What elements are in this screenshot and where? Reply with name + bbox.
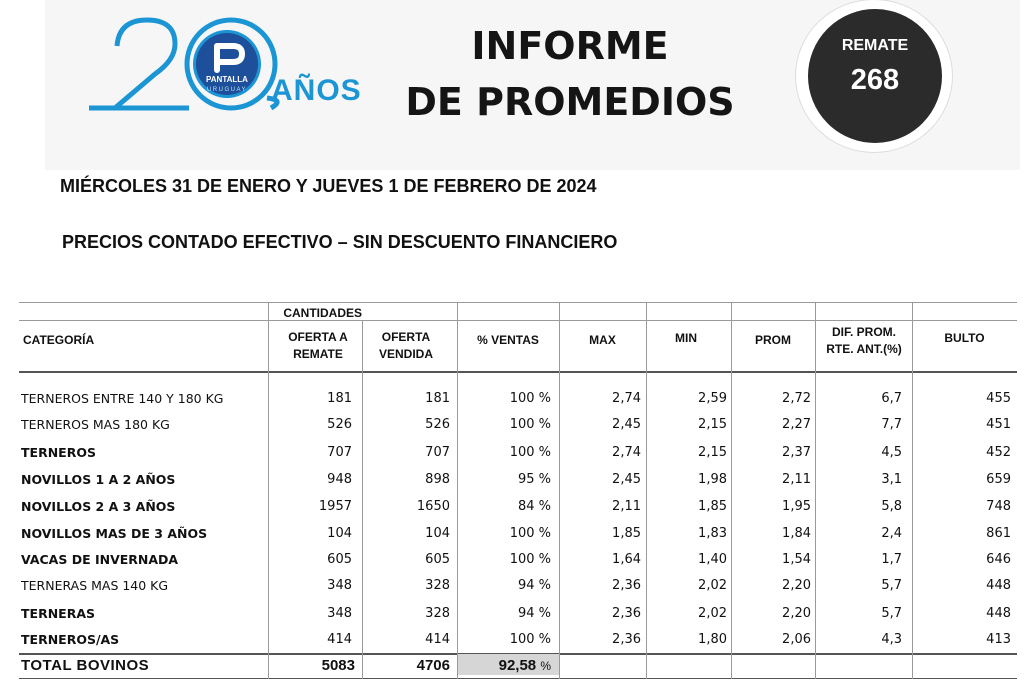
total-label: TOTAL BOVINOS (21, 657, 150, 674)
cell-prom: 1,54 (782, 552, 811, 567)
cell-max: 2,11 (612, 499, 641, 514)
cell-dif-prom: 4,3 (881, 632, 902, 647)
header-bottom-border (19, 371, 1017, 373)
cell-bulto: 451 (986, 417, 1011, 432)
cell-categoria: NOVILLOS 1 A 2 AÑOS (21, 472, 176, 487)
header-bulto: BULTO (944, 331, 985, 345)
header-dif-prom: DIF. PROM. RTE. ANT.(%) (826, 325, 902, 356)
table-bottom-border (19, 678, 1017, 679)
cell-dif-prom: 4,5 (881, 445, 902, 460)
cell-prom: 1,95 (782, 499, 811, 514)
cell-dif-prom: 3,1 (881, 472, 902, 487)
report-title-line-2: DE PROMEDIOS (405, 80, 735, 124)
total-ventas-unit: % (540, 659, 551, 673)
cell-max: 1,85 (612, 526, 641, 541)
cell-dif-prom: 7,7 (881, 417, 902, 432)
cell-min: 1,85 (698, 499, 727, 514)
cell-min: 2,02 (698, 578, 727, 593)
cell-dif-prom: 6,7 (881, 391, 902, 406)
cell-oferta-remate: 526 (327, 417, 352, 432)
cell-min: 2,59 (698, 391, 727, 406)
cell-min: 1,80 (698, 632, 727, 647)
pantalla-20-anos-logo (85, 8, 375, 126)
cell-categoria: TERNEROS ENTRE 140 Y 180 KG (21, 391, 224, 406)
cell-prom: 2,20 (782, 606, 811, 621)
cell-oferta-remate: 104 (327, 526, 352, 541)
header-prom: PROM (755, 333, 791, 347)
cell-max: 2,36 (612, 578, 641, 593)
cell-dif-prom: 5,8 (881, 499, 902, 514)
prices-note: PRECIOS CONTADO EFECTIVO – SIN DESCUENTO FINANCIERO (62, 232, 618, 252)
cell-ventas: 100 % (509, 391, 551, 406)
cell-oferta-vendida: 104 (425, 526, 450, 541)
cell-oferta-remate: 948 (327, 472, 352, 487)
header-max: MAX (589, 333, 616, 347)
total-ventas-value: 92,58 (498, 657, 537, 674)
cell-oferta-vendida: 605 (425, 552, 450, 567)
cell-oferta-remate: 1957 (318, 499, 352, 514)
cell-oferta-remate: 414 (327, 632, 352, 647)
cell-max: 2,74 (612, 391, 641, 406)
total-vendida: 4706 (416, 657, 450, 674)
header-oferta-vendida: OFERTA VENDIDA (378, 330, 433, 361)
averages-table (19, 302, 1017, 680)
remate-badge-number: 268 (850, 64, 900, 96)
cell-bulto: 448 (986, 578, 1011, 593)
cell-min: 2,15 (698, 417, 727, 432)
total-oferta: 5083 (321, 657, 355, 674)
cell-oferta-vendida: 328 (425, 606, 450, 621)
cell-categoria: NOVILLOS MAS DE 3 AÑOS (21, 526, 208, 541)
cell-max: 2,36 (612, 606, 641, 621)
cell-oferta-remate: 605 (327, 552, 352, 567)
report-title (400, 18, 740, 130)
cell-max: 2,74 (612, 445, 641, 460)
cell-ventas: 100 % (509, 552, 551, 567)
logo-brand-sub-text: URUGUAY (206, 87, 248, 93)
logo-anos-text: AÑOS (271, 74, 362, 107)
cell-prom: 2,20 (782, 578, 811, 593)
cell-bulto: 448 (986, 606, 1011, 621)
cell-max: 2,36 (612, 632, 641, 647)
cell-dif-prom: 5,7 (881, 578, 902, 593)
cell-categoria: TERNERAS MAS 140 KG (21, 578, 169, 593)
group-header-divider (19, 320, 1017, 321)
cell-prom: 2,37 (782, 445, 811, 460)
cell-min: 1,83 (698, 526, 727, 541)
cell-oferta-remate: 348 (327, 606, 352, 621)
cell-max: 2,45 (612, 472, 641, 487)
cell-oferta-vendida: 707 (425, 445, 450, 460)
cell-ventas: 100 % (509, 445, 551, 460)
cell-ventas: 100 % (509, 632, 551, 647)
cell-ventas: 100 % (509, 526, 551, 541)
auction-date: MIÉRCOLES 31 DE ENERO Y JUEVES 1 DE FEBRERO DE 2024 (60, 176, 597, 196)
cell-ventas: 95 % (517, 472, 551, 487)
cell-categoria: TERNEROS/AS (21, 632, 120, 647)
cell-categoria: TERNEROS (21, 445, 96, 460)
header-cantidades: CANTIDADES (283, 306, 362, 320)
total-ventas (458, 657, 551, 674)
cell-oferta-vendida: 1650 (416, 499, 450, 514)
header-oferta-remate: OFERTA A REMATE (288, 330, 348, 361)
cell-min: 2,02 (698, 606, 727, 621)
cell-ventas: 94 % (517, 578, 551, 593)
cell-oferta-remate: 707 (327, 445, 352, 460)
cell-oferta-vendida: 414 (425, 632, 450, 647)
cell-bulto: 659 (986, 472, 1011, 487)
logo-brand-text: PANTALLA (206, 75, 248, 84)
cell-bulto: 455 (986, 391, 1011, 406)
cell-prom: 2,27 (782, 417, 811, 432)
cell-min: 1,98 (698, 472, 727, 487)
report-title-line-1: INFORME (471, 24, 669, 68)
cell-dif-prom: 1,7 (881, 552, 902, 567)
cell-ventas: 94 % (517, 606, 551, 621)
cell-max: 2,45 (612, 417, 641, 432)
remate-badge-label: REMATE (841, 37, 909, 54)
cell-oferta-remate: 181 (327, 391, 352, 406)
cell-min: 2,15 (698, 445, 727, 460)
cell-prom: 2,11 (782, 472, 811, 487)
cell-ventas: 84 % (517, 499, 551, 514)
cell-oferta-vendida: 328 (425, 578, 450, 593)
cell-dif-prom: 2,4 (881, 526, 902, 541)
cell-prom: 1,84 (782, 526, 811, 541)
cell-bulto: 413 (986, 632, 1011, 647)
cell-categoria: NOVILLOS 2 A 3 AÑOS (21, 499, 176, 514)
header-categoria: CATEGORÍA (23, 333, 95, 347)
cell-prom: 2,06 (782, 632, 811, 647)
table-top-border (19, 302, 1017, 303)
header-min: MIN (675, 331, 697, 345)
cell-bulto: 452 (986, 445, 1011, 460)
cell-oferta-remate: 348 (327, 578, 352, 593)
cell-bulto: 748 (986, 499, 1011, 514)
cell-bulto: 646 (986, 552, 1011, 567)
cell-oferta-vendida: 181 (425, 391, 450, 406)
cell-min: 1,40 (698, 552, 727, 567)
cell-categoria: VACAS DE INVERNADA (21, 552, 179, 567)
header-ventas: % VENTAS (477, 333, 539, 347)
cell-prom: 2,72 (782, 391, 811, 406)
cell-max: 1,64 (612, 552, 641, 567)
cell-bulto: 861 (986, 526, 1011, 541)
cell-categoria: TERNEROS MAS 180 KG (21, 417, 170, 432)
cell-ventas: 100 % (509, 417, 551, 432)
cell-oferta-vendida: 526 (425, 417, 450, 432)
cell-dif-prom: 5,7 (881, 606, 902, 621)
cell-categoria: TERNERAS (21, 606, 95, 621)
cell-oferta-vendida: 898 (425, 472, 450, 487)
